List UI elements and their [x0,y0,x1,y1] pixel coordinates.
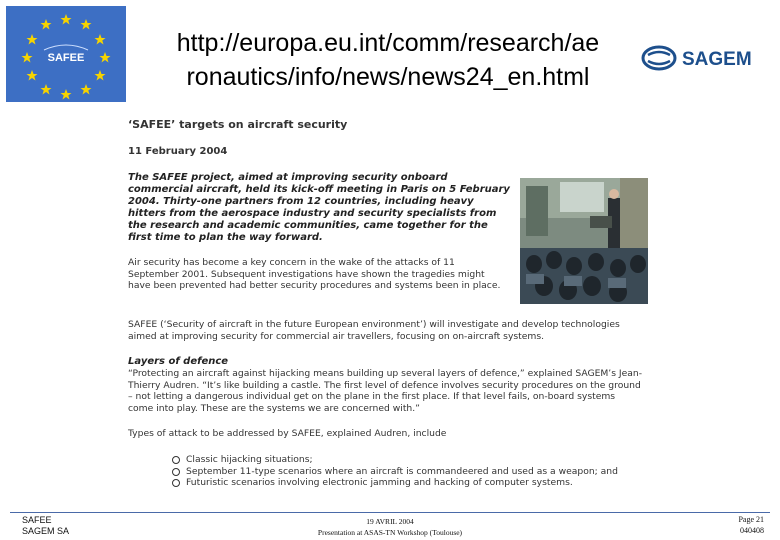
article-date: 11 February 2004 [128,146,228,157]
sagem-logo [640,40,772,76]
meeting-photo-icon [520,178,648,304]
source-url[interactable] [138,26,638,94]
attack-types-list [172,454,652,489]
footer-divider [10,512,770,513]
url-line-1: http://europa.eu.int/comm/research/ae [176,29,600,57]
article-paragraph: Air security has become a key concern in the wake of the attacks of 11 September 2001. Subsequent investigations have shown the tragedies might have been prevented had better security procedures and systems been in place. [128,257,501,291]
article-paragraph: Types of attack to be addressed by SAFEE, explained Audren, include [128,428,447,439]
url-line-2: ronautics/info/news/news24_en.html [186,63,590,91]
article-paragraph: “Protecting an aircraft against hijacking means building up several layers of defence,” explained SAGEM’s Jean-Thierry Audren. “It’s like building a castle. The first level of defence involves security procedures on the ground – not letting a dangerous individual get on the plane in the first place. If that level fails, on-board systems come into play. These are the systems we are concerned with.” [128,368,643,414]
footer-page-number: Page 21 [738,515,764,524]
footer-date: 19 AVRIL 2004 [366,517,414,526]
bullet-circle-icon [172,479,180,487]
safee-eu-logo [6,6,126,102]
meeting-photo [520,178,648,304]
article-title: ‘SAFEE’ targets on aircraft security [128,118,348,131]
svg-text:SAGEM: SAGEM [682,49,752,70]
article-lead: The SAFEE project, aimed at improving security onboard commercial aircraft, held its kick-off meeting in Paris on 5 February 2004. Thirty-one partners from 12 countries, including heavy hitters from the aerospace industry and security specialists from the research and academic communities, came together for the first time to plan the way forward. [128,172,510,243]
sagem-emblem-icon [640,40,772,76]
footer-presentation: Presentation at ASAS-TN Workshop (Toulouse) [317,528,463,537]
footer-project: SAFEE [22,515,52,525]
article-paragraph: SAFEE (‘Security of aircraft in the future European environment’) will investigate and develop technologies aimed at improving security for commercial air travellers, focusing on on-aircraft systems. [128,319,620,342]
eu-stars-icon [6,6,126,102]
bullet-circle-icon [172,456,180,464]
footer-doc-code: 040408 [740,526,764,535]
footer-organization [22,515,69,537]
list-item: Futuristic scenarios involving electronic jamming and hacking of computer systems. [172,477,652,489]
article-subheading: Layers of defence [128,356,229,367]
footer-company: SAGEM SA [22,526,70,536]
footer-page-info [700,514,764,536]
footer-event [250,516,530,538]
list-item: September 11-type scenarios where an aircraft is commandeered and used as a weapon; and [172,466,652,478]
svg-text:SAFEE: SAFEE [47,52,85,64]
list-item: Classic hijacking situations; [172,454,652,466]
bullet-circle-icon [172,468,180,476]
